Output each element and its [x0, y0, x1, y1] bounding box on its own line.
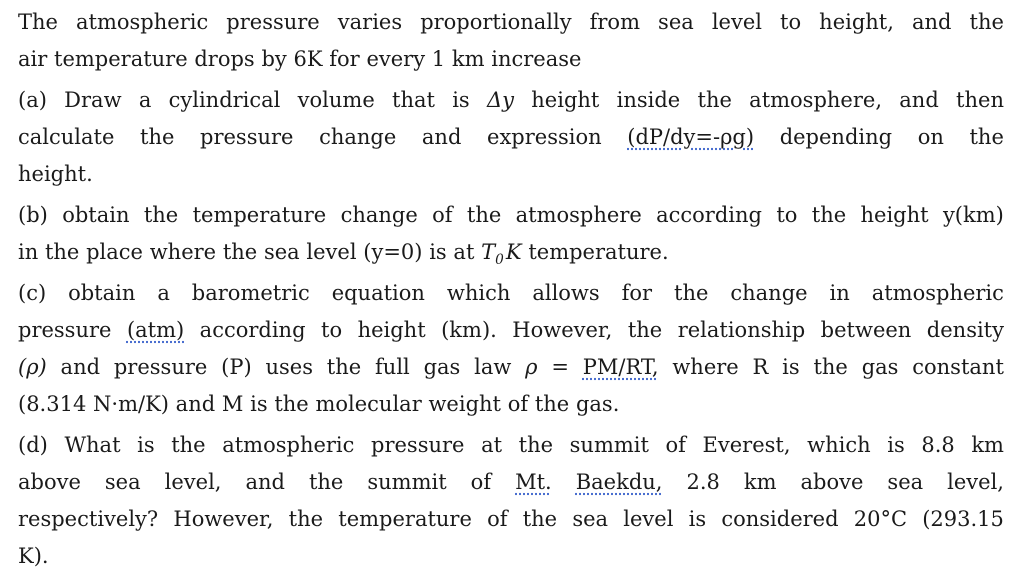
- word: relationship: [677, 318, 806, 342]
- word: increase: [491, 47, 582, 71]
- word: molecular: [315, 392, 422, 416]
- word: the: [518, 433, 554, 457]
- word: every: [366, 47, 426, 71]
- word: for: [329, 47, 360, 71]
- word: summit: [569, 433, 649, 457]
- word: km: [451, 47, 485, 71]
- word: (km).: [441, 318, 497, 342]
- word: change: [340, 203, 418, 227]
- word: (a): [18, 88, 47, 112]
- word: considered: [721, 507, 839, 531]
- word: (8.314: [18, 392, 87, 416]
- word: for: [621, 281, 653, 305]
- word: of: [507, 392, 529, 416]
- word: respectively?: [18, 507, 159, 531]
- word: is: [429, 240, 447, 264]
- part-b-line-2: [18, 234, 1004, 271]
- word: height: [531, 88, 600, 112]
- word: N·m/K): [93, 392, 169, 416]
- word: inside: [616, 88, 681, 112]
- word: to: [321, 318, 343, 342]
- word: is: [688, 507, 707, 531]
- word: the: [813, 355, 848, 379]
- word: at: [453, 240, 475, 264]
- delta-y-symbol: Δy: [486, 88, 515, 112]
- word: The: [18, 10, 58, 34]
- word: the: [308, 470, 344, 494]
- word: above: [18, 470, 81, 494]
- word: equation: [331, 281, 425, 305]
- word: on: [917, 125, 944, 149]
- word: (dP/dy=-ρg): [627, 125, 755, 149]
- intro-line-1: [18, 4, 1004, 41]
- word: 8.8: [921, 433, 955, 457]
- word: the: [534, 392, 570, 416]
- word: place: [86, 240, 143, 264]
- word: and: [60, 355, 101, 379]
- word: (y=0): [363, 240, 423, 264]
- word: and: [899, 88, 939, 112]
- word: gas.: [575, 392, 620, 416]
- word: atmospheric: [222, 433, 355, 457]
- word: to: [780, 10, 802, 34]
- word: the: [522, 507, 558, 531]
- part-b-line-1: [18, 197, 1004, 234]
- word: the: [697, 88, 732, 112]
- word: barometric: [191, 281, 310, 305]
- word: ρ: [525, 355, 538, 379]
- word: the: [274, 392, 309, 416]
- word: sea: [658, 10, 694, 34]
- word: However,: [512, 318, 613, 342]
- word: level: [711, 10, 762, 34]
- word: is: [782, 355, 800, 379]
- word: the: [326, 355, 362, 379]
- word: density: [926, 318, 1004, 342]
- word: uses: [265, 355, 313, 379]
- word: (atm): [126, 318, 185, 342]
- word: full: [375, 355, 410, 379]
- part-c-line-4: [18, 386, 1004, 423]
- word: temperature: [192, 203, 327, 227]
- part-d-line-3: [18, 501, 1004, 538]
- word: of: [487, 507, 508, 531]
- word: level: [623, 507, 674, 531]
- word: sea: [887, 470, 924, 494]
- part-c-line-1: [18, 275, 1004, 312]
- word: obtain: [68, 281, 136, 305]
- word: the: [811, 203, 847, 227]
- part-a-line-1: [18, 82, 1004, 119]
- word: obtain: [62, 203, 130, 227]
- word: sea: [104, 470, 141, 494]
- word: level,: [947, 470, 1004, 494]
- word: km: [971, 433, 1004, 457]
- problem-text: [18, 4, 1004, 575]
- word: volume: [297, 88, 375, 112]
- word: atmosphere,: [749, 88, 883, 112]
- word: depending: [779, 125, 893, 149]
- word: at: [481, 433, 503, 457]
- word: the: [140, 125, 175, 149]
- intro-line-2: [18, 41, 1004, 78]
- word: (c): [18, 281, 47, 305]
- word: (P): [221, 355, 252, 379]
- part-a-line-3: [18, 156, 1004, 193]
- word: the: [143, 203, 179, 227]
- word: level: [306, 240, 357, 264]
- word: from: [589, 10, 640, 34]
- word: Draw: [64, 88, 122, 112]
- word: sea: [572, 507, 609, 531]
- word: the: [222, 240, 258, 264]
- word: summit: [367, 470, 447, 494]
- part-a-line-2: [18, 119, 1004, 156]
- word: where: [149, 240, 217, 264]
- t0-main: T: [481, 240, 496, 264]
- word: and: [175, 392, 216, 416]
- word: 6K: [293, 47, 323, 71]
- part-c-line-3: [18, 349, 1004, 386]
- word: M: [221, 392, 244, 416]
- word: is: [137, 433, 155, 457]
- word: change: [730, 281, 808, 305]
- word: R: [752, 355, 769, 379]
- word: cylindrical: [168, 88, 281, 112]
- word: then: [956, 88, 1004, 112]
- word: and: [421, 125, 462, 149]
- word: where: [672, 355, 739, 379]
- word: pressure: [200, 125, 294, 149]
- word: constant: [912, 355, 1004, 379]
- word: Everest,: [702, 433, 791, 457]
- word: Mt.: [515, 470, 552, 494]
- word: 2.8: [686, 470, 720, 494]
- word: the: [466, 203, 502, 227]
- word: pressure: [226, 10, 320, 34]
- word: according: [199, 318, 306, 342]
- part-d-line-4: [18, 538, 1004, 575]
- t0-subscript: 0: [495, 252, 504, 269]
- word: sea: [263, 240, 300, 264]
- word: height: [860, 203, 929, 227]
- word: of: [432, 203, 453, 227]
- word: What: [64, 433, 121, 457]
- word: law: [474, 355, 512, 379]
- word: and: [911, 10, 952, 34]
- word: the: [674, 281, 709, 305]
- word: pressure: [113, 355, 208, 379]
- word: pressure: [18, 318, 112, 342]
- word: change: [319, 125, 397, 149]
- word: weight: [428, 392, 501, 416]
- word: the: [969, 125, 1004, 149]
- word: However,: [173, 507, 274, 531]
- word: atmospheric: [871, 281, 1004, 305]
- word: height,: [819, 10, 894, 34]
- word: in: [829, 281, 850, 305]
- word: drops: [194, 47, 255, 71]
- word: (d): [18, 433, 48, 457]
- part-d-line-2: [18, 464, 1004, 501]
- part-d-line-1: [18, 427, 1004, 464]
- word: above: [800, 470, 864, 494]
- word: calculate: [18, 125, 115, 149]
- word: temperature.: [528, 240, 669, 264]
- word: PM/RT,: [582, 355, 659, 379]
- word: temperature: [338, 507, 472, 531]
- word: the: [171, 433, 206, 457]
- word: expression: [487, 125, 602, 149]
- part-c-line-2: [18, 312, 1004, 349]
- word: gas: [423, 355, 461, 379]
- word: between: [820, 318, 912, 342]
- word: in: [18, 240, 39, 264]
- word: of: [665, 433, 686, 457]
- word: a: [138, 88, 152, 112]
- word: the: [44, 240, 80, 264]
- word: km: [743, 470, 777, 494]
- word: to: [776, 203, 798, 227]
- word: which: [807, 433, 871, 457]
- word: =: [551, 355, 569, 379]
- word: (ρ): [18, 355, 47, 379]
- word: is: [452, 88, 470, 112]
- word: which: [446, 281, 511, 305]
- word: air: [18, 47, 48, 71]
- word: by: [261, 47, 287, 71]
- word: 1: [431, 47, 446, 71]
- word: and: [245, 470, 285, 494]
- word: temperature: [54, 47, 188, 71]
- word: allows: [532, 281, 600, 305]
- word: (293.15: [922, 507, 1004, 531]
- word: the: [627, 318, 663, 342]
- word: atmospheric: [76, 10, 209, 34]
- word: of: [470, 470, 492, 494]
- word: according: [656, 203, 762, 227]
- word: pressure: [371, 433, 465, 457]
- word: y(km): [942, 203, 1004, 227]
- kelvin-symbol: K: [505, 240, 522, 264]
- word: is: [887, 433, 905, 457]
- word: the: [969, 10, 1004, 34]
- word: the: [288, 507, 324, 531]
- word: height.: [18, 162, 93, 186]
- word: Baekdu,: [575, 470, 663, 494]
- word: varies: [337, 10, 403, 34]
- word: (b): [18, 203, 48, 227]
- word: level,: [164, 470, 222, 494]
- word: is: [250, 392, 268, 416]
- word: 20°C: [853, 507, 908, 531]
- word: that: [392, 88, 435, 112]
- word: a: [157, 281, 170, 305]
- word: gas: [861, 355, 899, 379]
- word: proportionally: [420, 10, 572, 34]
- word: height: [357, 318, 426, 342]
- word: atmosphere: [515, 203, 642, 227]
- t0-symbol: [481, 234, 504, 271]
- word: K).: [18, 544, 49, 568]
